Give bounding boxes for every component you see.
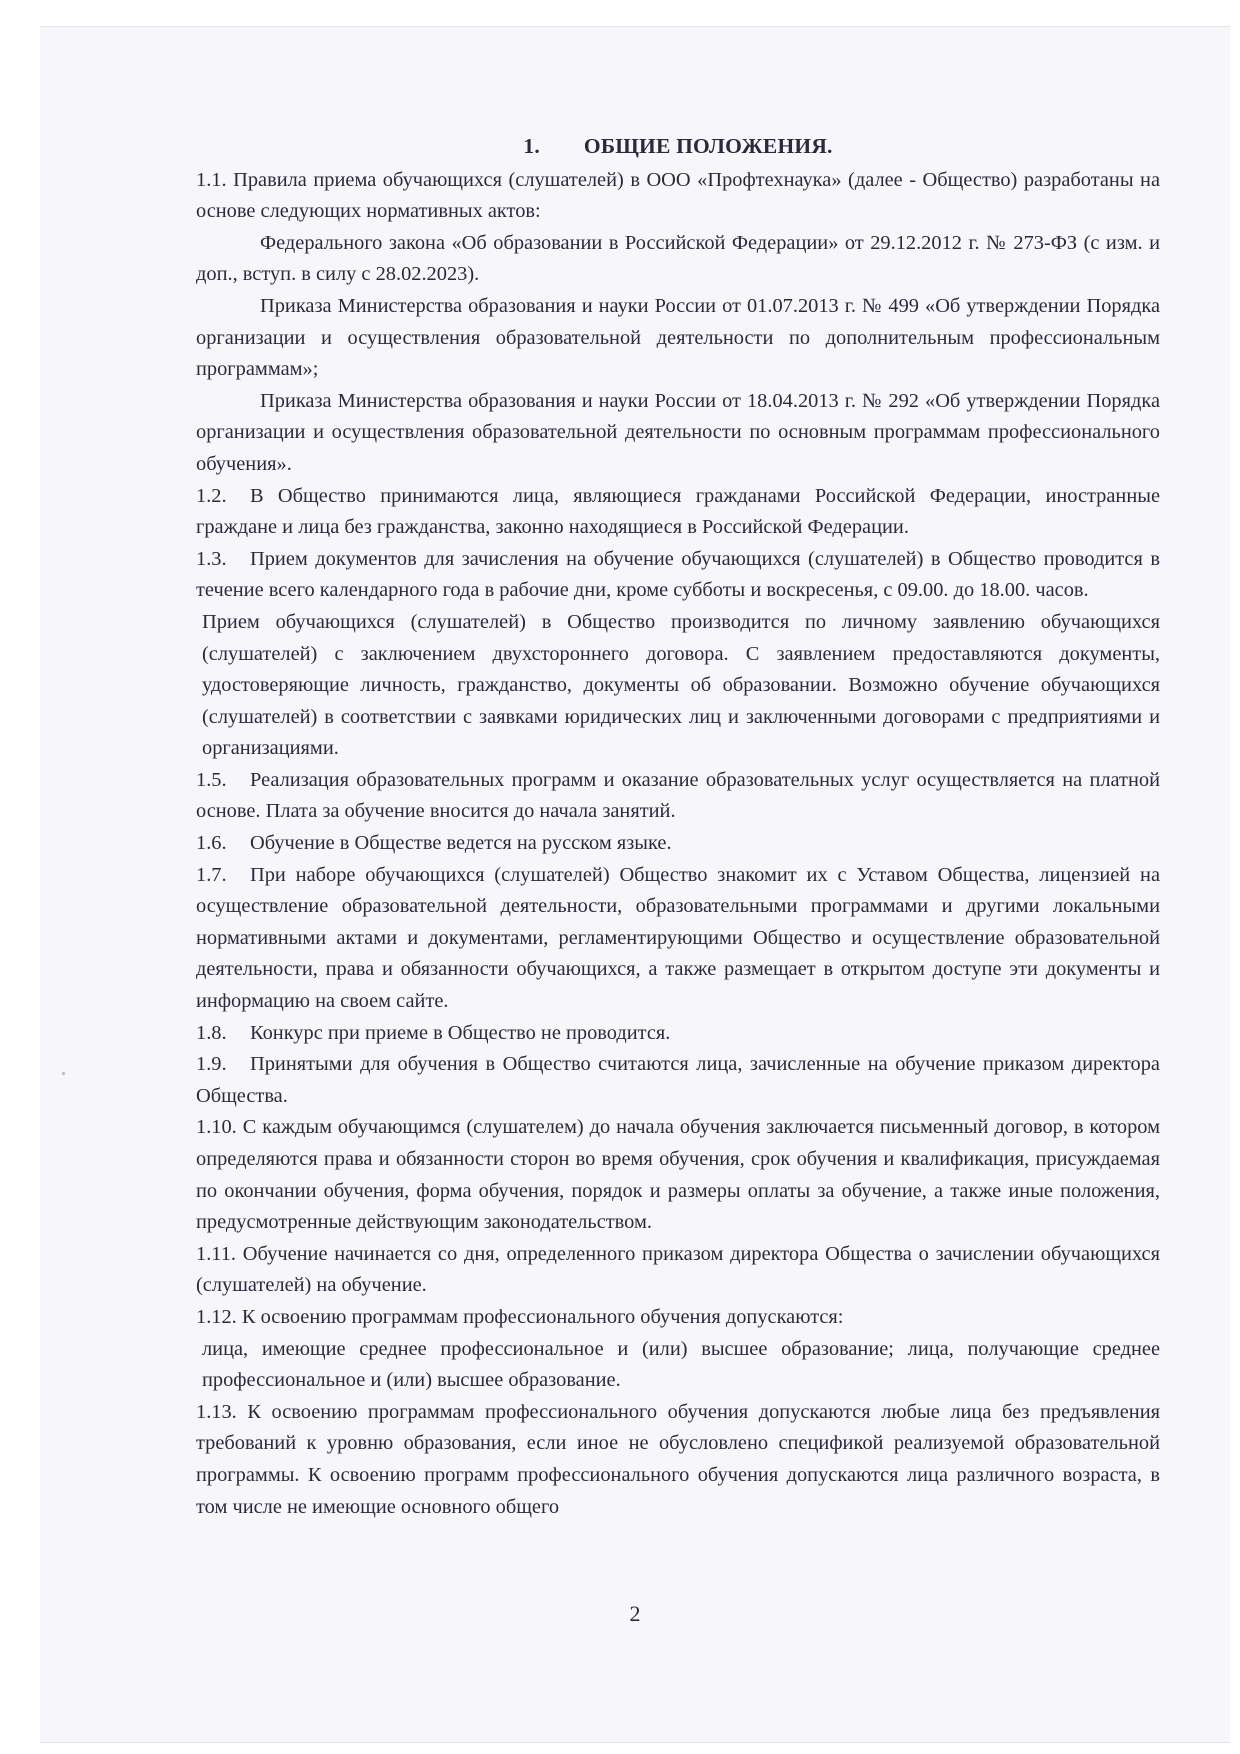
paragraph-text: Конкурс при приеме в Общество не проводится.	[250, 1021, 671, 1044]
paragraph-text: Федерального закона «Об образовании в Российской Федерации» от 29.12.2012 г. № 273-ФЗ (с изм. и доп., вступ. в силу с 28.02.2023).	[196, 231, 1160, 286]
section-number: 1.	[523, 134, 540, 158]
paragraph-number: 1.10.	[196, 1116, 237, 1139]
paragraph-number: 1.11.	[196, 1242, 237, 1265]
paragraph-number: 1.12.	[196, 1305, 237, 1328]
paragraph-number: 1.3.	[196, 547, 227, 570]
document-body	[196, 131, 1160, 1523]
paragraph-text: К освоению программам профессионального обучения допускаются любые лица без предъявления требований к уровню образования, если иное не обусловлено спецификой реализуемой образовательной программы. К освоению программ профессионального обучения допускаются лица различного возраста, в том числе не имеющие основного общего	[196, 1400, 1160, 1518]
paragraph-1-11	[196, 1239, 1160, 1302]
paragraph-text: Обучение в Обществе ведется на русском языке.	[250, 832, 672, 855]
paragraph-1-7	[196, 860, 1160, 1018]
paragraph-number: 1.7.	[196, 863, 227, 886]
paragraph-number: 1.6.	[196, 832, 227, 855]
paragraph-1-6	[196, 828, 1160, 860]
paragraph-1-12	[196, 1302, 1160, 1334]
paragraph-1-13	[196, 1397, 1160, 1523]
paragraph-law-2	[196, 291, 1160, 386]
paragraph-text: С каждым обучающимся (слушателем) до начала обучения заключается письменный договор, в котором определяются права и обязанности сторон во время обучения, срок обучения и квалификация, присуждаемая по окончании обучения, форма обучения, порядок и размеры оплаты за обучение, а также иные положения, предусмотренные действующим законодательством.	[196, 1116, 1160, 1234]
scan-artifact	[62, 1072, 65, 1075]
page-number: 2	[629, 1601, 641, 1626]
paragraph-text: Прием обучающихся (слушателей) в Общество производится по личному заявлению обучающихся (слушателей) с заключением двухстороннего договора. С заявлением предоставляются документы, удостоверяющие личность, гражданство, документы об образовании. Возможно обучение обучающихся (слушателей) в соответствии с заявками юридических лиц и заключенными договорами с предприятиями и организациями.	[202, 610, 1160, 760]
paragraph-1-12-continued	[196, 1334, 1160, 1397]
document-page	[40, 26, 1230, 1743]
section-heading	[196, 131, 1160, 163]
paragraph-text: К освоению программам профессионального обучения допускаются:	[241, 1305, 844, 1328]
paragraph-number: 1.5.	[196, 768, 227, 791]
paragraph-text: Приказа Министерства образования и науки России от 18.04.2013 г. № 292 «Об утверждении Порядка организации и осуществления образовательной деятельности по основным программам профессионального обучения».	[196, 389, 1160, 475]
paragraph-text: Приказа Министерства образования и науки России от 01.07.2013 г. № 499 «Об утверждении Порядка организации и осуществления образовательной деятельности по дополнительным профессиональным программам»;	[196, 294, 1160, 381]
paragraph-1-8	[196, 1018, 1160, 1050]
paragraph-1-2	[196, 481, 1160, 544]
section-title: ОБЩИЕ ПОЛОЖЕНИЯ.	[583, 134, 833, 158]
paragraph-1-1	[196, 165, 1160, 228]
paragraph-1-9	[196, 1049, 1160, 1112]
paragraph-reception	[196, 607, 1160, 765]
paragraph-text: В Общество принимаются лица, являющиеся гражданами Российской Федерации, иностранные граждане и лица без гражданства, законно находящиеся в Российской Федерации.	[196, 484, 1160, 539]
paragraph-text: Реализация образовательных программ и оказание образовательных услуг осуществляется на платной основе. Плата за обучение вносится до начала занятий.	[196, 768, 1160, 823]
paragraph-text: Прием документов для зачисления на обучение обучающихся (слушателей) в Общество проводится в течение всего календарного года в рабочие дни, кроме субботы и воскресенья, с 09.00. до 18.00. часов.	[196, 547, 1160, 602]
paragraph-number: 1.8.	[196, 1021, 227, 1044]
paragraph-law-3	[196, 386, 1160, 481]
paragraph-number: 1.1.	[196, 168, 227, 191]
paragraph-1-10	[196, 1112, 1160, 1238]
paragraph-text: лица, имеющие среднее профессиональное и (или) высшее образование; лица, получающие среднее профессиональное и (или) высшее образование.	[202, 1337, 1160, 1392]
paragraph-text: При наборе обучающихся (слушателей) Общество знакомит их с Уставом Общества, лицензией на осуществление образовательной деятельности, образовательными программами и другими локальными нормативными актами и документами, регламентирующими Общество и осуществление образовательной деятельности, права и обязанности обучающихся, а также размещает в открытом доступе эти документы и информацию на своем сайте.	[196, 863, 1160, 1013]
paragraph-number: 1.2.	[196, 484, 227, 507]
paragraph-law-1	[196, 228, 1160, 291]
paragraph-1-5	[196, 765, 1160, 828]
paragraph-number: 1.9.	[196, 1053, 227, 1076]
paragraph-1-3	[196, 544, 1160, 607]
paragraph-text: Обучение начинается со дня, определенного приказом директора Общества о зачислении обучающихся (слушателей) на обучение.	[196, 1242, 1160, 1297]
paragraph-text: Принятыми для обучения в Общество считаются лица, зачисленные на обучение приказом директора Общества.	[196, 1053, 1160, 1107]
paragraph-number: 1.13.	[196, 1400, 237, 1423]
paragraph-text: Правила приема обучающихся (слушателей) в ООО «Профтехнаука» (далее - Общество) разработаны на основе следующих нормативных актов:	[196, 168, 1161, 223]
